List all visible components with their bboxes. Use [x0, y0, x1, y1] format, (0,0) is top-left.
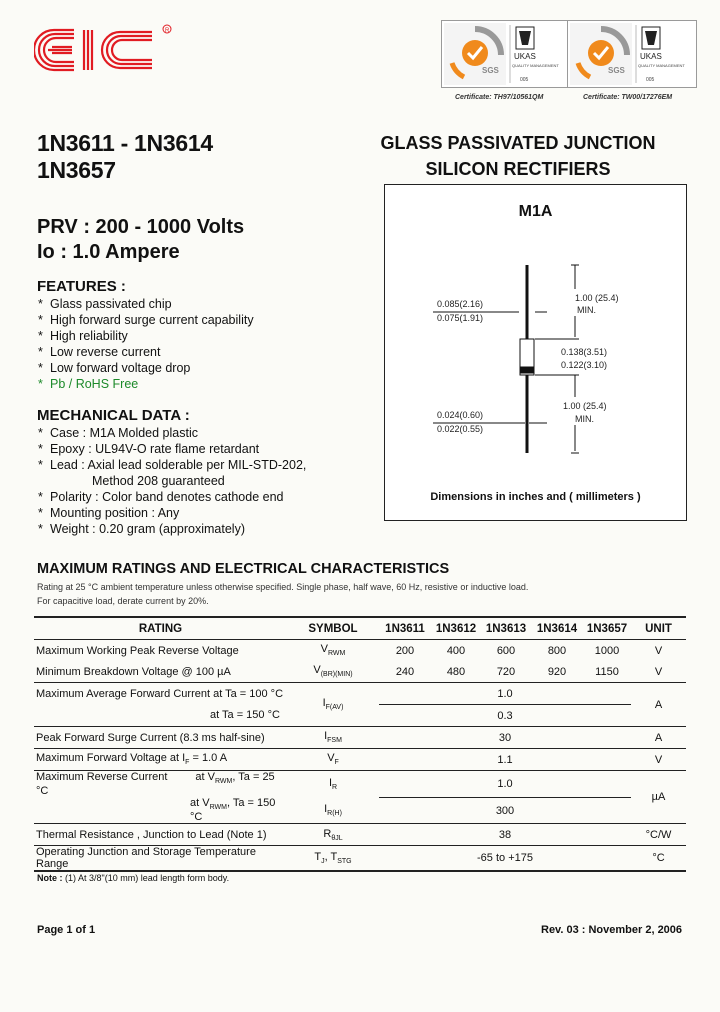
- row-symbol: $I_{F(AV)}$: [287, 683, 379, 727]
- list-item: Method 208 guaranteed: [92, 474, 225, 488]
- table-row: [34, 771, 686, 798]
- package-name: M1A: [518, 203, 553, 220]
- svg-text:SGS: SGS: [608, 66, 625, 75]
- row-label: Peak Forward Surge Current (8.3 ms half-sine): [34, 727, 287, 749]
- svg-text:R: R: [165, 28, 170, 34]
- row-value: 920: [547, 665, 567, 678]
- row-value: 300: [495, 804, 515, 817]
- dim-lead-min-bottom: MIN.: [575, 414, 594, 424]
- certificate-badge-1: [441, 20, 571, 88]
- row-label: Maximum Reverse Current at $V_{RWM}$, Ta = 25 °C: [34, 771, 287, 798]
- product-title-line-2: SILICON RECTIFIERS: [425, 159, 611, 179]
- row-label: Maximum Average Forward Current at Ta = 100 °C: [34, 683, 287, 705]
- row-value: 1.0: [379, 683, 631, 705]
- list-item: * Mounting position : Any: [38, 506, 180, 520]
- list-item: * Case : M1A Molded plastic: [38, 426, 198, 440]
- list-item: * Weight : 0.20 gram (approximately): [38, 522, 245, 536]
- certificate-caption-1: Certificate: TH97/10561QM: [455, 94, 544, 101]
- dim-body-length-min: 0.122(3.10): [561, 360, 608, 370]
- ratings-note-2: For capacitive load, derate current by 20%.: [37, 596, 209, 606]
- features-heading: FEATURES :: [37, 278, 126, 295]
- row-value: 480: [446, 665, 466, 678]
- row-value: 1.1: [379, 749, 631, 771]
- ratings-title: MAXIMUM RATINGS AND ELECTRICAL CHARACTERISTICS: [37, 561, 450, 577]
- table-row: [34, 749, 686, 771]
- row-unit: V: [631, 749, 686, 771]
- row-symbol: $R_{\theta JL}$: [287, 824, 379, 846]
- header-1n3657: 1N3657: [583, 617, 631, 640]
- row-symbol: $V_F$: [287, 749, 379, 771]
- table-header: [34, 617, 686, 640]
- dim-body-length-max: 0.138(3.51): [561, 347, 608, 357]
- features-list: [38, 296, 254, 392]
- page-number: Page 1 of 1: [37, 924, 96, 936]
- certificate-caption-2: Certificate: TW00/17276EM: [583, 94, 673, 101]
- row-value: 200: [379, 640, 431, 662]
- row-unit: V: [654, 665, 663, 678]
- row-value: 0.3: [497, 709, 513, 722]
- header-symbol: SYMBOL: [287, 617, 379, 640]
- row-label: at $V_{RWM}$, Ta = 150 °C: [190, 797, 276, 824]
- row-value: 800: [531, 640, 583, 662]
- prv-rating: PRV : 200 - 1000 Volts: [37, 216, 245, 238]
- row-symbol: $V_{RWM}$: [287, 640, 379, 662]
- dim-body-diameter-max: 0.085(2.16): [437, 299, 484, 309]
- dim-lead-diameter-max: 0.024(0.60): [437, 410, 484, 420]
- dim-lead-diameter-min: 0.022(0.55): [437, 424, 484, 434]
- svg-text:005: 005: [646, 77, 655, 83]
- svg-text:QUALITY MANAGEMENT: QUALITY MANAGEMENT: [638, 63, 685, 68]
- header-rating: RATING: [34, 617, 287, 640]
- certificate-badge-2: [567, 20, 697, 88]
- dim-body-diameter-min: 0.075(1.91): [437, 313, 484, 323]
- eic-logo: [34, 20, 174, 85]
- row-value: 240: [395, 665, 415, 678]
- dim-lead-min-top: MIN.: [577, 305, 596, 315]
- table-row: [34, 683, 686, 705]
- header-1n3613: 1N3613: [481, 617, 531, 640]
- svg-text:SGS: SGS: [482, 66, 499, 75]
- list-item: * Lead : Axial lead solderable per MIL-STD-202,: [38, 458, 307, 472]
- table-footnote: Note : (1) At 3/8"(10 mm) lead length form body.: [37, 873, 230, 883]
- row-symbol: $T_J$, $T_{STG}$: [287, 846, 379, 872]
- row-value: 720: [496, 665, 516, 678]
- row-symbol: $V_{(BR)(MIN)}$: [313, 664, 353, 679]
- row-symbol: $I_R$: [287, 771, 379, 798]
- mechanical-heading: MECHANICAL DATA :: [37, 407, 190, 424]
- row-unit: V: [631, 640, 686, 662]
- product-title-line-1: GLASS PASSIVATED JUNCTION: [380, 133, 656, 153]
- table-row: [34, 824, 686, 846]
- list-item: * Glass passivated chip: [38, 297, 172, 311]
- mechanical-list: [38, 425, 306, 537]
- svg-text:UKAS: UKAS: [640, 52, 662, 61]
- row-unit: °C/W: [631, 824, 686, 846]
- header-1n3611: 1N3611: [379, 617, 431, 640]
- row-value: 30: [379, 727, 631, 749]
- table-row: [34, 797, 686, 824]
- ratings-note-1: Rating at 25 °C ambient temperature unless otherwise specified. Single phase, half wave, 60 Hz, resistive or inductive load.: [37, 582, 529, 592]
- row-label: Maximum Working Peak Reverse Voltage: [34, 640, 287, 662]
- list-item: * High forward surge current capability: [38, 313, 254, 327]
- table-row: [34, 640, 686, 662]
- svg-text:QUALITY MANAGEMENT: QUALITY MANAGEMENT: [512, 63, 559, 68]
- svg-text:005: 005: [520, 77, 529, 83]
- table-row: [34, 661, 686, 683]
- row-value: 1.0: [379, 771, 631, 798]
- row-symbol: $I_{FSM}$: [287, 727, 379, 749]
- dim-lead-length-bottom: 1.00 (25.4): [563, 401, 607, 411]
- row-unit: °C: [631, 846, 686, 872]
- row-label: Thermal Resistance , Junction to Lead (Note 1): [34, 824, 287, 846]
- table-row: [34, 727, 686, 749]
- package-outline-box: [384, 184, 687, 521]
- svg-text:UKAS: UKAS: [514, 52, 536, 61]
- ratings-table: [34, 616, 686, 872]
- header-1n3614: 1N3614: [531, 617, 583, 640]
- row-label: Operating Junction and Storage Temperature Range: [34, 846, 287, 872]
- row-label: Minimum Breakdown Voltage @ 100 µA: [36, 665, 231, 678]
- part-number-line-1: 1N3611 - 1N3614: [37, 130, 213, 156]
- list-item: * Low reverse current: [38, 345, 161, 359]
- header-unit: UNIT: [631, 617, 686, 640]
- revision-date: Rev. 03 : November 2, 2006: [541, 924, 683, 936]
- row-symbol: $I_{R(H)}$: [324, 803, 342, 818]
- row-value: -65 to +175: [379, 846, 631, 872]
- table-row: [34, 846, 686, 872]
- row-label: Maximum Forward Voltage at $I_F = 1.0$ A: [34, 749, 287, 771]
- row-label: at Ta = 150 °C: [210, 709, 280, 722]
- row-value: 400: [431, 640, 481, 662]
- package-caption: Dimensions in inches and ( millimeters ): [430, 491, 641, 503]
- list-item-rohs: * Pb / RoHS Free: [38, 377, 139, 391]
- list-item: * High reliability: [38, 329, 128, 343]
- row-unit: A: [631, 727, 686, 749]
- dim-lead-length-top: 1.00 (25.4): [575, 293, 619, 303]
- row-value: 600: [481, 640, 531, 662]
- row-unit: A: [631, 683, 686, 727]
- row-value: 1150: [595, 665, 619, 678]
- header-1n3612: 1N3612: [431, 617, 481, 640]
- list-item: * Polarity : Color band denotes cathode end: [38, 490, 284, 504]
- list-item: * Epoxy : UL94V-O rate flame retardant: [38, 442, 260, 456]
- row-value: 38: [379, 824, 631, 846]
- part-number-line-2: 1N3657: [37, 157, 116, 183]
- row-unit: µA: [631, 771, 686, 824]
- list-item: * Low forward voltage drop: [38, 361, 191, 375]
- io-rating: Io : 1.0 Ampere: [37, 241, 180, 263]
- row-value: 1000: [583, 640, 631, 662]
- package-drawing: [385, 185, 686, 520]
